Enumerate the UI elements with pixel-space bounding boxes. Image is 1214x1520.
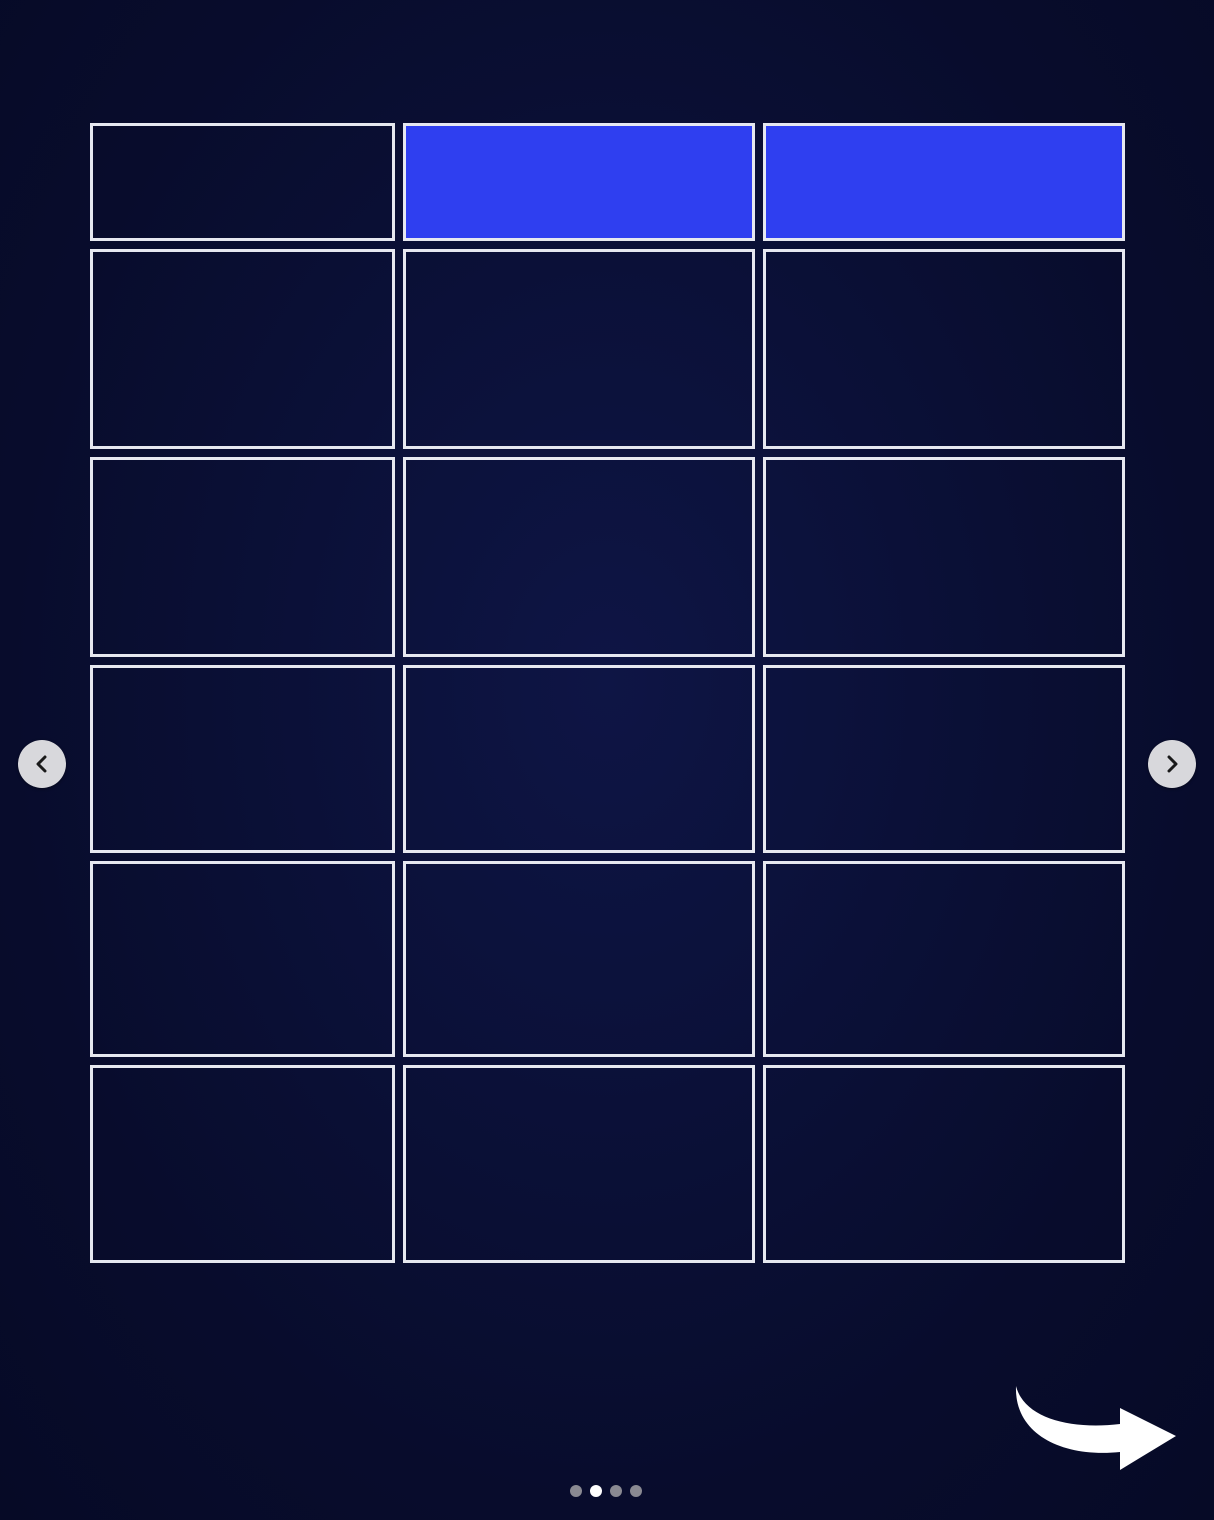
cell-fibre-cout: [403, 1065, 755, 1263]
cell-fibre-type-connexion: [403, 249, 755, 449]
row-label-debit: [90, 457, 395, 657]
row-label-latence: [90, 665, 395, 853]
chevron-left-icon: [31, 753, 53, 775]
carousel-prev-button[interactable]: [18, 740, 66, 788]
column-header-4g: [763, 123, 1125, 241]
table-corner-cell: [90, 123, 395, 241]
cell-fibre-debit: [403, 457, 755, 657]
carousel-next-button[interactable]: [1148, 740, 1196, 788]
page-dot-1[interactable]: [570, 1485, 582, 1497]
page-dot-4[interactable]: [630, 1485, 642, 1497]
cell-fibre-stabilite: [403, 861, 755, 1057]
chevron-right-icon: [1161, 753, 1183, 775]
row-label-cout: [90, 1065, 395, 1263]
row-label-stabilite: [90, 861, 395, 1057]
row-label-type-connexion: [90, 249, 395, 449]
carousel-pagination: [570, 1485, 642, 1497]
cell-4g-debit: [763, 457, 1125, 657]
curved-arrow-right-icon: [1010, 1378, 1182, 1474]
cell-4g-latence: [763, 665, 1125, 853]
cell-4g-stabilite: [763, 861, 1125, 1057]
cell-4g-type-connexion: [763, 249, 1125, 449]
page-dot-3[interactable]: [610, 1485, 622, 1497]
column-header-fibre: [403, 123, 755, 241]
cell-fibre-latence: [403, 665, 755, 853]
page-dot-2-active[interactable]: [590, 1485, 602, 1497]
cell-4g-cout: [763, 1065, 1125, 1263]
